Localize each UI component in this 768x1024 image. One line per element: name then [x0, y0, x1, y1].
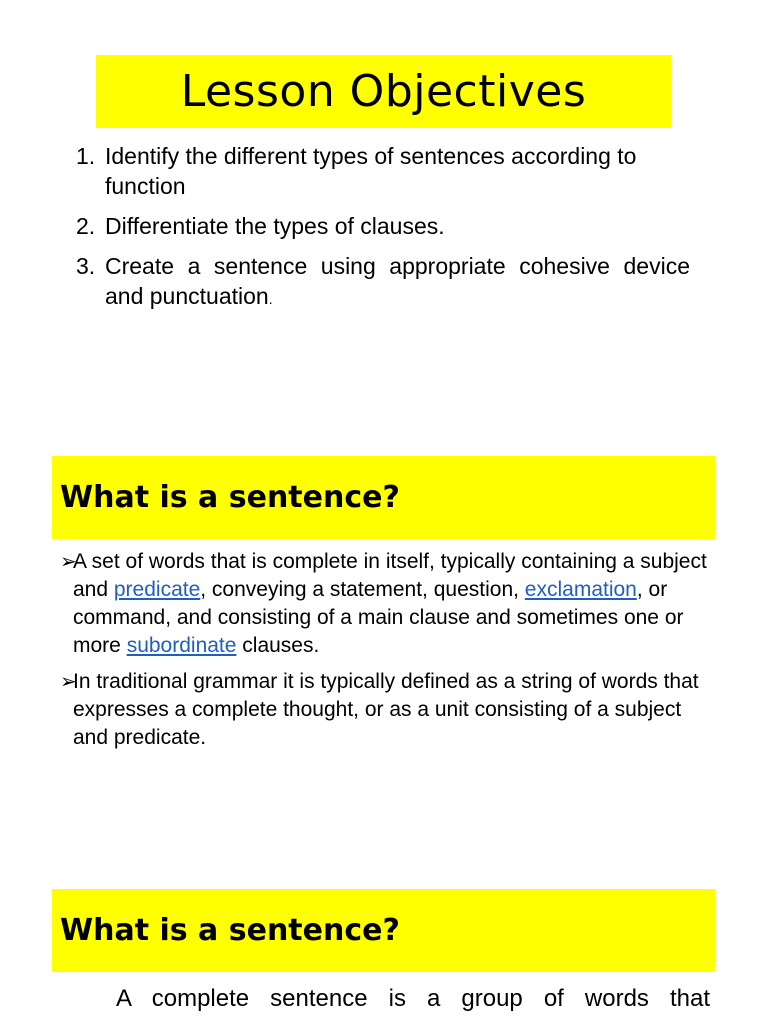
bullet-text-part: , or command, and consisting of a main clause and sometimes one or more: [73, 578, 684, 657]
objective-text: Identify the different types of sentences according to function: [105, 143, 637, 199]
exclamation-link[interactable]: exclamation: [524, 578, 637, 601]
objective-text-period: .: [268, 291, 273, 307]
section-heading: What is a sentence?: [60, 913, 400, 948]
lesson-objectives-banner: [96, 55, 671, 128]
list-item: [76, 211, 690, 241]
bullet-text: In traditional grammar it is typically defined as a string of words that expresses a complete thought, or as a unit consisting of a subject and predicate.: [73, 670, 699, 749]
page-title: Lesson Objectives: [180, 66, 587, 117]
section-heading-banner: [52, 889, 715, 972]
list-number: 3.: [76, 253, 96, 279]
objective-text: Differentiate the types of clauses.: [105, 213, 445, 239]
bullet-text-part: , conveying a statement, question,: [200, 578, 525, 601]
bullet-text-part: A set of words that is complete in itself, typically containing a subject and: [73, 550, 707, 601]
bullet-item: [60, 668, 710, 752]
list-number: 2.: [76, 213, 96, 239]
arrow-bullet-icon: ➢: [60, 551, 77, 573]
objective-text: [105, 251, 690, 314]
bullet-text-part: clauses.: [236, 634, 320, 657]
list-item: [76, 141, 690, 201]
objective-text-main: Create a sentence using appropriate cohesive device and punctuation: [105, 253, 690, 309]
subordinate-link[interactable]: subordinate: [126, 634, 237, 657]
arrow-bullet-icon: ➢: [60, 671, 77, 693]
objectives-list: [76, 141, 690, 324]
section-heading: What is a sentence?: [60, 480, 400, 515]
bullet-text: [73, 548, 710, 660]
section-heading-banner: [52, 456, 715, 539]
definition-paragraph: A complete sentence is a group of words that: [116, 985, 710, 1012]
predicate-link[interactable]: predicate: [113, 578, 201, 601]
list-item: [76, 251, 690, 314]
bullet-item: [60, 548, 710, 660]
definition-bullets: [60, 548, 710, 760]
list-number: 1.: [76, 143, 96, 169]
